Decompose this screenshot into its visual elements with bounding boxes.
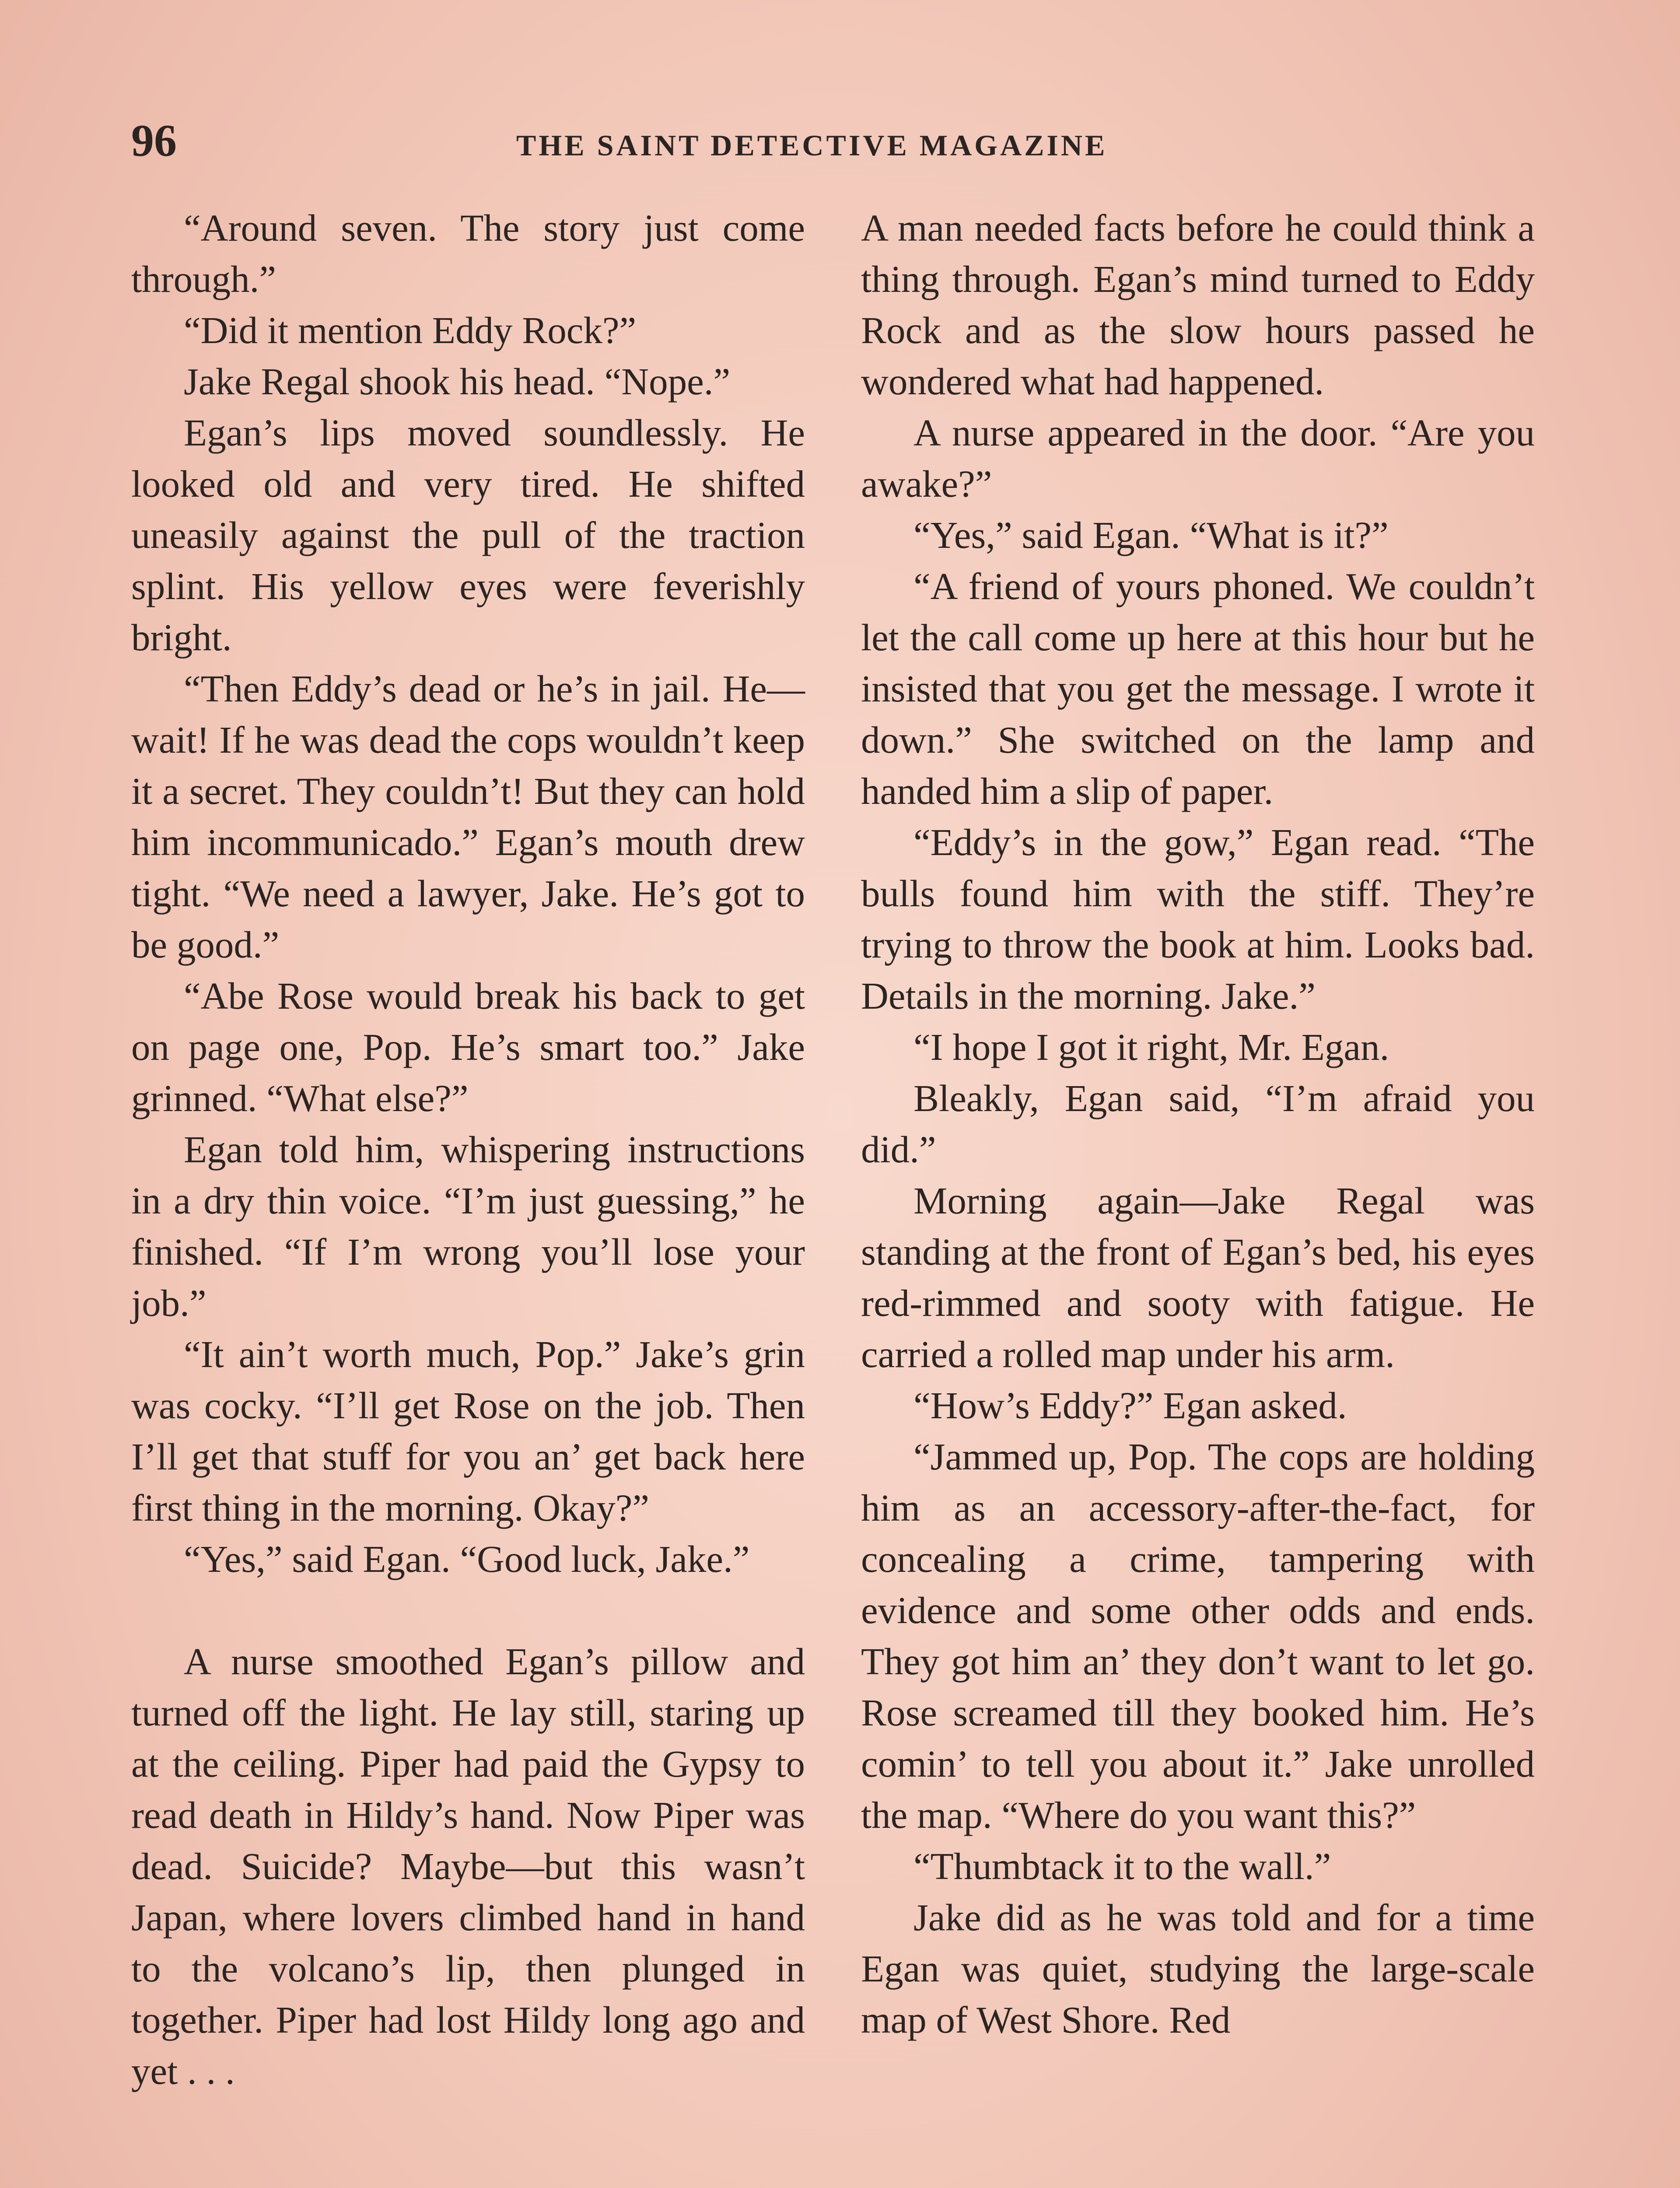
paragraph: “Yes,” said Egan. “What is it?”: [914, 514, 1389, 556]
paragraph: “I hope I got it right, Mr. Egan.: [914, 1026, 1390, 1068]
paragraph: “Eddy’s in the gow,” Egan read. “The bulls found him with the stiff. They’re trying to throw the book at him. Looks bad. Details in the morning. Jake.”: [861, 821, 1535, 1017]
paragraph: “Did it mention Eddy Rock?”: [184, 309, 637, 351]
running-head: THE SAINT DETECTIVE MAGAZINE: [516, 129, 1108, 162]
paragraph: “It ain’t worth much, Pop.” Jake’s grin was cocky. “I’ll get Rose on the job. Then I’ll get that stuff for you an’ get back here first thing in the morning. Okay?”: [131, 1333, 805, 1529]
paragraph: Bleakly, Egan said, “I’m afraid you did.”: [861, 1077, 1535, 1171]
paragraph: “Abe Rose would break his back to get on page one, Pop. He’s smart too.” Jake grinned. “What else?”: [131, 975, 805, 1119]
paragraph: “Yes,” said Egan. “Good luck, Jake.”: [184, 1538, 750, 1580]
right-column: [861, 202, 1535, 2045]
paragraph: Jake did as he was told and for a time Egan was quiet, studying the large-scale map of West Shore. Red: [861, 1896, 1535, 2041]
paragraph: “How’s Eddy?” Egan asked.: [914, 1384, 1347, 1427]
paragraph: Morning again—Jake Regal was standing at the front of Egan’s bed, his eyes red-rimmed and sooty with fatigue. He carried a rolled map under his arm.: [861, 1179, 1535, 1375]
paragraph: Egan’s lips moved soundlessly. He looked old and very tired. He shifted uneasily against the pull of the traction splint. His yellow eyes were feverishly bright.: [131, 411, 805, 659]
left-column: [131, 202, 805, 2097]
paragraph: “Then Eddy’s dead or he’s in jail. He—wait! If he was dead the cops wouldn’t keep it a secret. They couldn’t! But they can hold him incommunicado.” Egan’s mouth drew tight. “We need a lawyer, Jake. He’s got to be good.”: [131, 667, 805, 966]
paragraph: A nurse appeared in the door. “Are you awake?”: [861, 411, 1535, 505]
paragraph: A man needed facts before he could think a thing through. Egan’s mind turned to Eddy Rock and as the slow hours passed he wondered what had happened.: [861, 207, 1535, 403]
paragraph: “Around seven. The story just come through.”: [131, 207, 805, 300]
paragraph: Jake Regal shook his head. “Nope.”: [184, 360, 731, 403]
paragraph: Egan told him, whispering instructions in a dry thin voice. “I’m just guessing,” he finished. “If I’m wrong you’ll lose your job.”: [131, 1128, 805, 1324]
paragraph: A nurse smoothed Egan’s pillow and turned off the light. He lay still, staring up at the ceiling. Piper had paid the Gypsy to read death in Hildy’s hand. Now Piper was dead. Suicide? Maybe—but this wasn’t Japan, where lovers climbed hand in hand to the volcano’s lip, then plunged in together. Piper had lost Hildy long ago and yet . . .: [131, 1640, 805, 2092]
paragraph: “Jammed up, Pop. The cops are holding him as an accessory-after-the-fact, for concealing a crime, tampering with evidence and some other odds and ends. They got him an’ they don’t want to let go. Rose screamed till they booked him. He’s comin’ to tell you about it.” Jake unrolled the map. “Where do you want this?”: [861, 1435, 1535, 1836]
paragraph: “A friend of yours phoned. We couldn’t let the call come up here at this hour but he insisted that you get the message. I wrote it down.” She switched on the lamp and handed him a slip of paper.: [861, 565, 1535, 812]
page-number: 96: [131, 116, 177, 166]
paragraph: “Thumbtack it to the wall.”: [914, 1845, 1331, 1887]
